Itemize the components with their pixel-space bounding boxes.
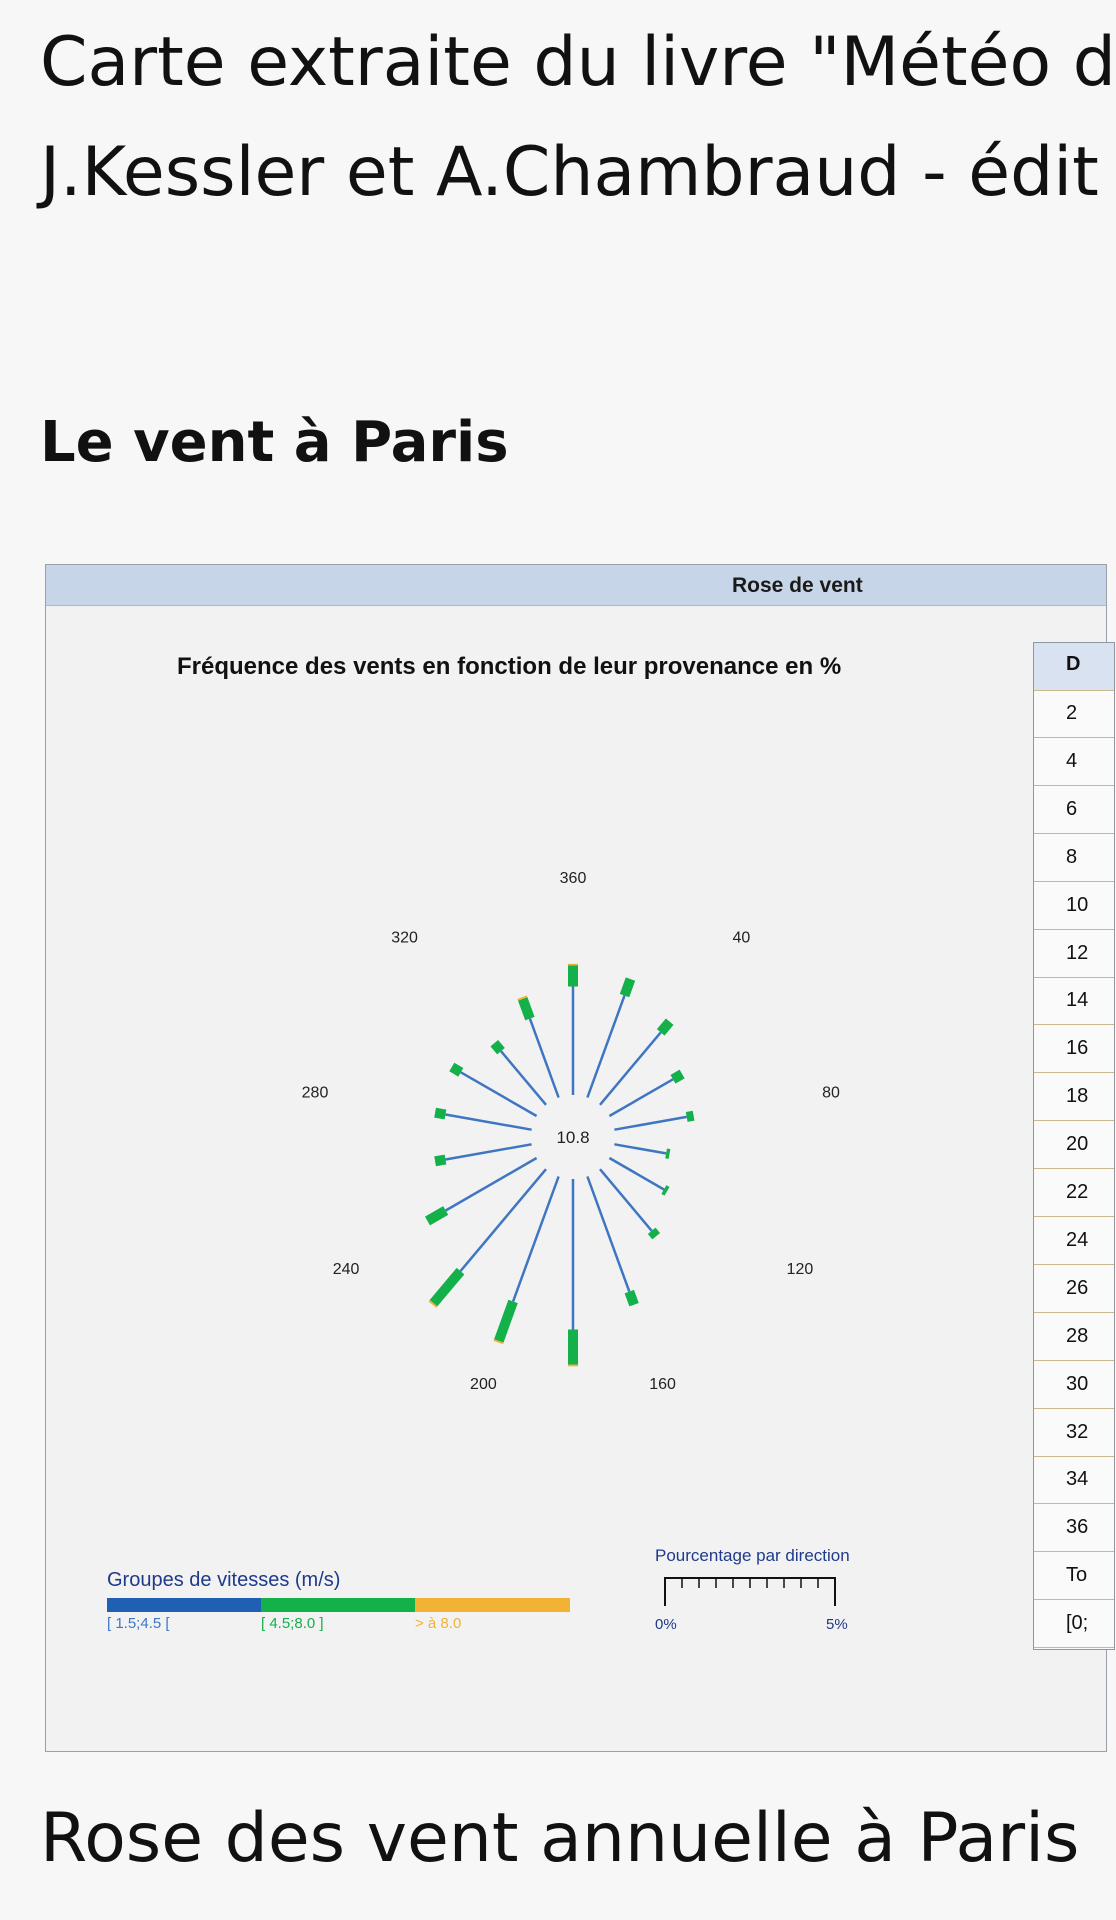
rose-bar-200-2 xyxy=(499,1301,513,1341)
rose-bar-60-1 xyxy=(609,1079,673,1116)
table-row xyxy=(1034,930,1114,978)
table-cell: [0; xyxy=(1066,1612,1089,1635)
scale-ruler xyxy=(663,1574,843,1614)
rose-bar-260-1 xyxy=(446,1144,532,1159)
table-cell: 30 xyxy=(1066,1372,1089,1395)
figure-header-title: Rose de vent xyxy=(732,574,863,597)
table-cell: To xyxy=(1066,1564,1088,1587)
table-cell: 34 xyxy=(1066,1468,1089,1491)
table-row xyxy=(1034,882,1114,930)
table-row xyxy=(1034,1313,1114,1361)
table-cell: 20 xyxy=(1066,1133,1089,1156)
rose-bar-200-1 xyxy=(513,1177,559,1302)
table-row xyxy=(1034,1121,1114,1169)
rose-bar-120-1 xyxy=(609,1158,664,1190)
rose-bar-160-2 xyxy=(629,1292,634,1305)
direction-label: 40 xyxy=(732,929,751,947)
rose-bar-240-2 xyxy=(428,1211,446,1222)
table-cell: 4 xyxy=(1066,749,1078,772)
table-cell: 8 xyxy=(1066,845,1078,868)
rose-bar-120-2 xyxy=(664,1190,667,1192)
table-row xyxy=(1034,1600,1114,1648)
direction-label: 200 xyxy=(470,1376,497,1394)
scale-title: Pourcentage par direction xyxy=(655,1546,850,1565)
rose-bar-240-1 xyxy=(446,1158,537,1211)
legend-swatch-mid xyxy=(261,1598,415,1612)
table-row xyxy=(1034,1361,1114,1409)
direction-label: 360 xyxy=(559,870,587,887)
rose-bar-80-2 xyxy=(687,1116,694,1117)
center-label: 10.8 xyxy=(556,1128,590,1147)
table-cell: 12 xyxy=(1066,941,1089,964)
table-row xyxy=(1034,1169,1114,1217)
chart-title: Fréquence des vents en fonction de leur provenance en % xyxy=(177,653,842,680)
rose-bar-160-1 xyxy=(587,1177,629,1292)
direction-label: 280 xyxy=(301,1084,329,1102)
rose-bar-140-2 xyxy=(652,1231,657,1236)
direction-label: 80 xyxy=(822,1084,840,1102)
table-cell: 18 xyxy=(1066,1085,1089,1108)
table-cell: 22 xyxy=(1066,1181,1089,1203)
table-cell: 16 xyxy=(1066,1037,1089,1060)
table-row xyxy=(1034,1217,1114,1265)
rose-bar-300-2 xyxy=(452,1067,461,1072)
table-row xyxy=(1034,1409,1114,1457)
rose-bar-280-1 xyxy=(446,1115,532,1130)
intro-text xyxy=(40,8,1116,228)
table-row xyxy=(1034,1265,1114,1313)
intro-line-2: J.Kessler et A.Chambraud - édit xyxy=(40,133,1099,212)
rose-bar-220-2 xyxy=(434,1271,461,1303)
rose-bar-200-3 xyxy=(498,1341,499,1343)
rose-bar-320-1 xyxy=(501,1051,546,1105)
table-cell: 10 xyxy=(1066,893,1089,916)
legend-swatch-high xyxy=(415,1598,570,1612)
rose-bar-220-3 xyxy=(432,1303,433,1304)
table-cell: 32 xyxy=(1066,1420,1089,1443)
table-row xyxy=(1034,1025,1114,1073)
table-header: D xyxy=(1034,643,1114,691)
section-title: Le vent à Paris xyxy=(40,410,509,475)
rose-bar-320-2 xyxy=(494,1043,501,1051)
table-cell: 24 xyxy=(1066,1228,1089,1251)
wind-rose-figure xyxy=(45,564,1107,1752)
table-row xyxy=(1034,738,1114,786)
legend-label-low: [ 1.5;4.5 [ xyxy=(107,1615,170,1632)
rose-bar-100-2 xyxy=(666,1153,669,1154)
direction-table xyxy=(1033,642,1115,1650)
footer-caption: Rose des vent annuelle à Paris xyxy=(40,1799,1080,1878)
intro-line-1: Carte extraite du livre "Météo d xyxy=(40,23,1116,102)
rose-bar-340-1 xyxy=(530,1019,559,1098)
rose-bar-80-1 xyxy=(614,1117,686,1130)
table-row xyxy=(1034,786,1114,834)
legend-label-high: > à 8.0 xyxy=(415,1615,462,1632)
rose-bar-100-1 xyxy=(614,1144,666,1153)
legend-title: Groupes de vitesses (m/s) xyxy=(107,1569,341,1591)
table-cell: 28 xyxy=(1066,1324,1089,1347)
scale-label-max: 5% xyxy=(826,1616,848,1633)
table-row xyxy=(1034,1552,1114,1600)
rose-bar-60-2 xyxy=(673,1074,682,1079)
table-cell: 26 xyxy=(1066,1276,1089,1299)
rose-bar-220-1 xyxy=(461,1169,547,1271)
rose-bar-20-2 xyxy=(625,979,631,996)
scale-label-min: 0% xyxy=(655,1616,677,1633)
rose-bar-40-2 xyxy=(661,1022,670,1033)
table-row xyxy=(1034,690,1114,738)
legend-swatch-low xyxy=(107,1598,261,1612)
rose-bar-340-2 xyxy=(523,999,530,1019)
table-cell: 6 xyxy=(1066,797,1078,820)
table-row xyxy=(1034,834,1114,882)
legend-label-mid: [ 4.5;8.0 ] xyxy=(261,1615,324,1632)
direction-label: 160 xyxy=(649,1376,676,1394)
table-cell: 2 xyxy=(1066,702,1078,724)
table-row xyxy=(1034,1456,1114,1504)
table-row xyxy=(1034,1504,1114,1552)
direction-label: 240 xyxy=(332,1261,360,1278)
table-cell: 14 xyxy=(1066,989,1089,1012)
rose-bar-280-2 xyxy=(435,1113,445,1115)
table-cell: 36 xyxy=(1066,1516,1089,1539)
rose-bar-260-2 xyxy=(435,1160,445,1162)
table-row xyxy=(1034,977,1114,1025)
table-row xyxy=(1034,1073,1114,1121)
direction-label: 320 xyxy=(391,929,418,947)
rose-bar-40-1 xyxy=(600,1032,661,1104)
rose-bar-340-3 xyxy=(522,997,523,999)
direction-label: 120 xyxy=(786,1261,814,1278)
